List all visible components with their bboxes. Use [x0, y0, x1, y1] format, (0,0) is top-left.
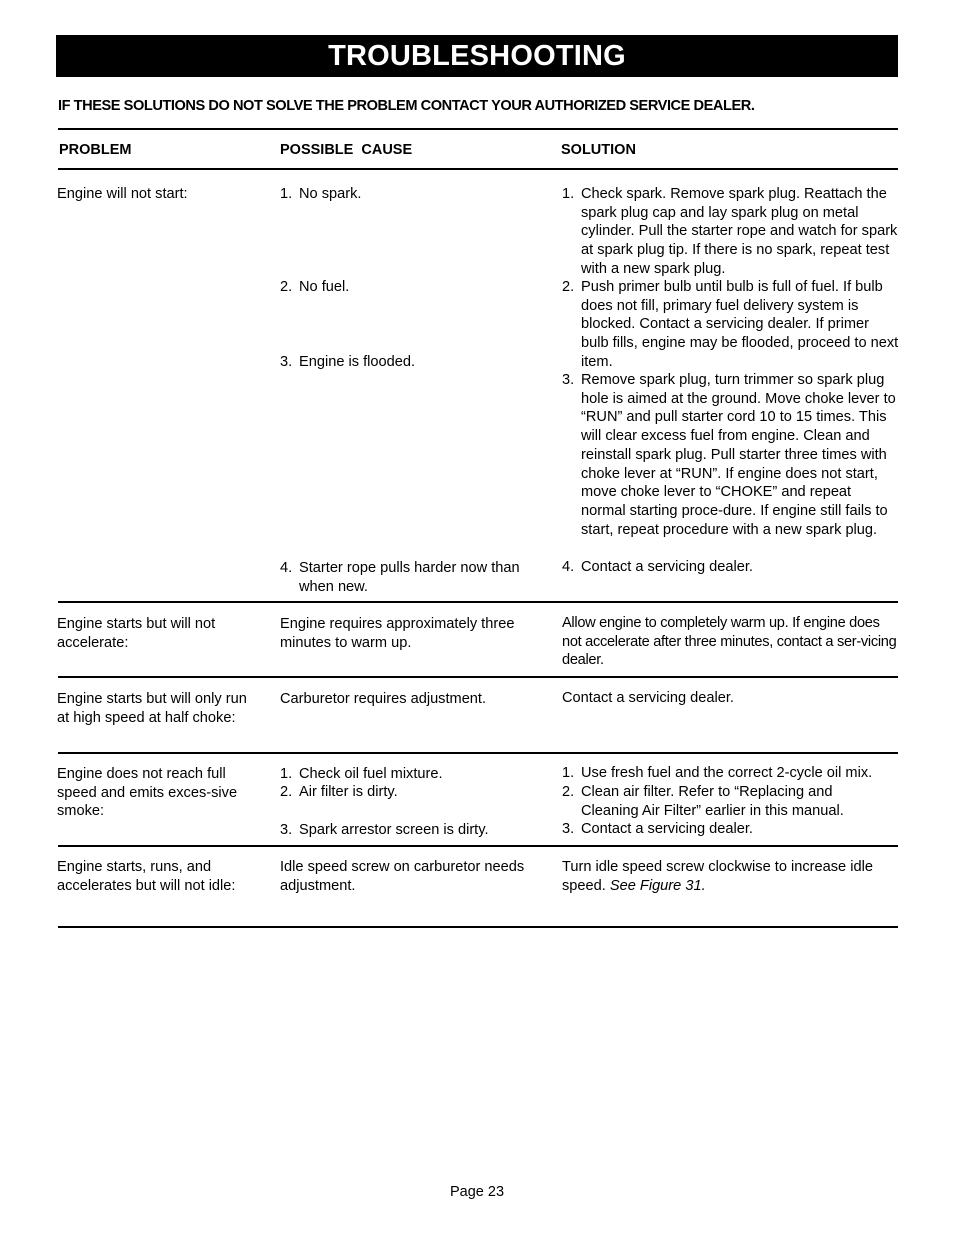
row1-cause-2: 2. No fuel. [280, 279, 350, 295]
row-divider-4 [58, 845, 898, 847]
row5-cause: Idle speed screw on carburetor needs adjustment. [280, 859, 525, 894]
page-title-bar [56, 35, 898, 77]
row1-cause-4: 4. Starter rope pulls harder now than when new. [280, 560, 520, 595]
page-number: Page 23 [449, 1184, 505, 1200]
row1-problem: Engine will not start: [57, 186, 188, 202]
row1-solution-3: 3. Remove spark plug, turn trimmer so spark plug hole is aimed at the ground. Move choke lever to “RUN” and pull starter cord 10 to 15 times. This will clear excess fuel from engine. Clean and reinstall spark plug. Pull starter three times with choke lever at “RUN”. If engine does not start, move choke lever to “CHOKE” and repeat normal starting proce-dure. If engine still fails to start, repeat procedure with a new spark plug. [562, 372, 896, 538]
header-solution: SOLUTION [561, 142, 636, 158]
row1-solution-1: 1. Check spark. Remove spark plug. Reattach the spark plug cap and lay spark plug on metal cylinder. Pull the starter rope and watch for spark at spark plug tip. If there is no spark, repeat test with a new spark plug. [562, 186, 898, 277]
row2-problem: Engine starts but will not accelerate: [57, 616, 216, 651]
header-bottom-rule [58, 168, 898, 170]
header-cause: POSSIBLE CAUSE [280, 142, 413, 158]
row-divider-2 [58, 676, 898, 678]
row2-solution: Allow engine to completely warm up. If engine does not accelerate after three minutes, contact a ser-vicing dealer. [562, 615, 897, 669]
row1-solution-2: 2. Push primer bulb until bulb is full of fuel. If bulb does not fill, primary fuel delivery system is blocked. Contact a servicing dealer. If primer bulb fills, engine may be flooded, proceed to next item. [562, 279, 899, 370]
row1-solution-4: 4. Contact a servicing dealer. [562, 559, 753, 575]
row4-cause-3: 3. Spark arrestor screen is dirty. [280, 822, 489, 838]
row5-problem: Engine starts, runs, and accelerates but will not idle: [57, 859, 236, 894]
row1-cause-3: 3. Engine is flooded. [280, 354, 416, 370]
page-title: TROUBLESHOOTING [328, 39, 626, 72]
row4-cause-1: 1. Check oil fuel mixture. [280, 766, 443, 782]
row4-solution-1: 1. Use fresh fuel and the correct 2-cycle oil mix. [562, 765, 873, 781]
figure-reference: See Figure 31. [609, 877, 706, 894]
row2-cause: Engine requires approximately three minutes to warm up. [280, 616, 515, 651]
service-notice: IF THESE SOLUTIONS DO NOT SOLVE THE PROBLEM CONTACT YOUR AUTHORIZED SERVICE DEALER. [58, 98, 755, 114]
row-divider-3 [58, 752, 898, 754]
row1-cause-1: 1. No spark. [280, 186, 362, 202]
row3-problem: Engine starts but will only run at high speed at half choke: [57, 691, 247, 726]
row5-solution [562, 858, 899, 895]
row5-solution-text: Turn idle speed screw clockwise to increase idle speed. [562, 859, 873, 894]
header-problem: PROBLEM [59, 142, 132, 158]
row4-solution-3: 3. Contact a servicing dealer. [562, 821, 753, 837]
row4-solution-2: 2. Clean air filter. Refer to “Replacing and Cleaning Air Filter” earlier in this manual. [562, 784, 844, 819]
row3-solution: Contact a servicing dealer. [562, 690, 734, 706]
row3-cause: Carburetor requires adjustment. [280, 691, 487, 707]
table-bottom-rule [58, 926, 898, 928]
header-top-rule [58, 128, 898, 130]
row4-cause-2: 2. Air filter is dirty. [280, 784, 398, 800]
row4-problem: Engine does not reach full speed and emits exces-sive smoke: [57, 766, 238, 820]
row-divider-1 [58, 601, 898, 603]
